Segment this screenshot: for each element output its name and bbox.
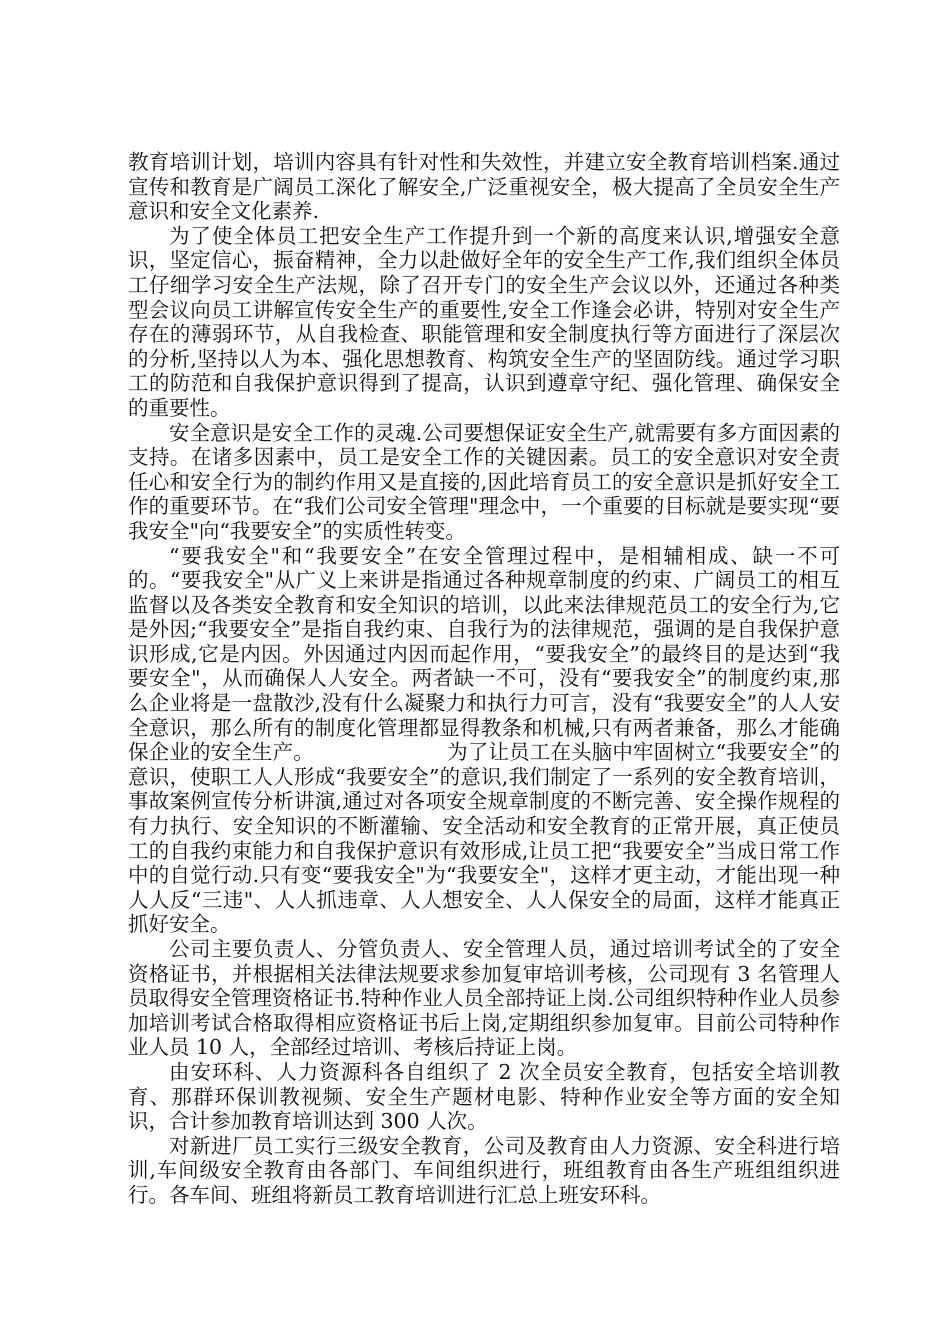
paragraph-4: “要我安全"和“我要安全”在安全管理过程中，是相辅相成、缺一不可的。“要我安全"从广义上来讲是指通过各种规章制度的约束、广阔员工的相互监督以及各类安全教育和安全知识的培训，以此来法律规范员工的安全行为,它是外因;“我要安全”是指自我约束、自我行为的法律规范，强调的是自我保护意识形成,它是内因。外因通过内因而起作用，“要我安全”的最终目的是达到“我要安全"，从而确保人人安全。两者缺一不可，没有“要我安全”的制度约束,那么企业将是一盘散沙,没有什么凝聚力和执行力可言，没有“我要安全”的人人安全意识，那么所有的制度化管理都显得教条和机械,只有两者兼备，那么才能确保企业的安全生产。 为了让员工在头脑中牢固树立“我要安全”的意识，使职工人人形成“我要安全”的意识,我们制定了一系列的安全教育培训，事故案例宣传分析讲演,通过对各项安全规章制度的不断完善、安全操作规程的有力执行、安全知识的不断灌输、安全活动和安全教育的正常开展，真正使员工的自我约束能力和自我保护意识有效形成,让员工把“我要安全”当成日常工作中的自觉行动.只有变“要我安全"为“我要安全"，这样才更主动，才能出现一种人人反“三违"、人人抓违章、人人想安全、人人保安全的局面，这样才能真正抓好安全。: [128, 543, 840, 937]
paragraph-1: 教育培训计划，培训内容具有针对性和失效性，并建立安全教育培训档案.通过宣传和教育是广阔员工深化了解安全,广泛重视安全，极大提高了全员安全生产意识和安全文化素养.: [128, 150, 840, 224]
paragraph-3: 安全意识是安全工作的灵魂.公司要想保证安全生产,就需要有多方面因素的支持。在诸多因素中，员工是安全工作的关键因素。员工的安全意识对安全责任心和安全行为的制约作用又是直接的,因此培育员工的安全意识是抓好安全工作的重要环节。在“我们公司安全管理"理念中，一个重要的目标就是要实现“要我安全"向“我要安全”的实质性转变。: [128, 420, 840, 543]
paragraph-2: 为了使全体员工把安全生产工作提升到一个新的高度来认识,增强安全意识，坚定信心，振奋精神，全力以赴做好全年的安全生产工作,我们组织全体员工仔细学习安全生产法规，除了召开专门的安全生产会议以外，还通过各种类型会议向员工讲解宣传安全生产的重要性,安全工作逢会必讲，特别对安全生产存在的薄弱环节，从自我检查、职能管理和安全制度执行等方面进行了深层次的分析,坚持以人为本、强化思想教育、构筑安全生产的坚固防线。通过学习职工的防范和自我保护意识得到了提高，认识到遵章守纪、强化管理、确保安全的重要性。: [128, 223, 840, 420]
paragraph-5: 公司主要负责人、分管负责人、安全管理人员，通过培训考试全的了安全资格证书，并根据相关法律法规要求参加复审培训考核，公司现有 3 名管理人员取得安全管理资格证书.特种作业人员全部持证上岗.公司组织特种作业人员参加培训考试合格取得相应资格证书后上岗,定期组织参加复审。目前公司特种作业人员 10 人，全部经过培训、考核后持证上岗。: [128, 937, 840, 1060]
paragraph-6: 由安环科、人力资源科各自组织了 2 次全员安全教育，包括安全培训教育、那群环保训教视频、安全生产题材电影、特种作业安全等方面的安全知识，合计参加教育培训达到 300 人次。: [128, 1059, 840, 1134]
paragraph-7: 对新进厂员工实行三级安全教育，公司及教育由人力资源、安全科进行培训,车间级安全教育由各部门、车间组织进行，班组教育由各生产班组组织进行。各车间、班组将新员工教育培训进行汇总上班安环科。: [128, 1133, 840, 1207]
document-body: [128, 150, 840, 1208]
